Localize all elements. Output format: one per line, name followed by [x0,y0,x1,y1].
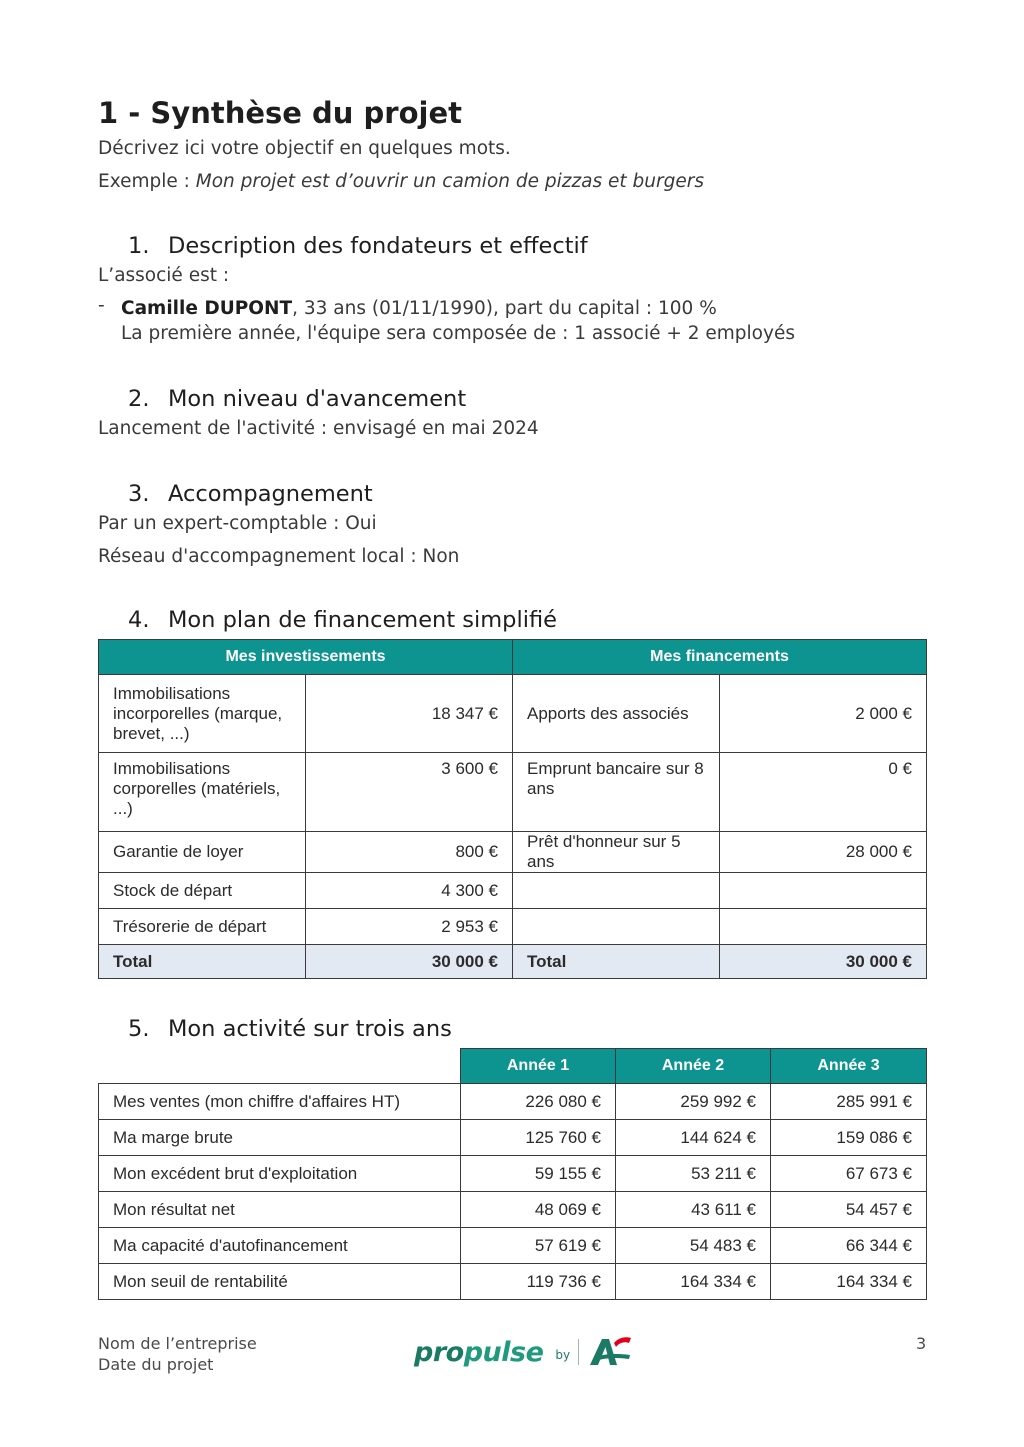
section-number: 3. [128,481,150,507]
investment-total-value: 30 000 € [306,945,513,979]
financing-label: Prêt d'honneur sur 5 ans [513,832,720,873]
financing-table [98,639,927,979]
table-row [99,832,927,873]
founders-intro: L’associé est : [98,265,230,286]
table-row [99,873,927,909]
metric-label: Mon seuil de rentabilité [99,1264,461,1300]
metric-value: 48 069 € [461,1192,616,1228]
financing-label: Emprunt bancaire sur 8 ans [513,753,720,832]
section-heading-2 [128,386,466,412]
investment-label: Stock de départ [99,873,306,909]
year-header: Année 1 [461,1049,616,1084]
empty-header-cell [99,1049,461,1084]
footer-info [98,1333,257,1375]
metric-value: 285 991 € [771,1084,927,1120]
section-heading-3 [128,481,373,507]
footer-company-name: Nom de l’entreprise [98,1334,257,1353]
metric-value: 67 673 € [771,1156,927,1192]
year-header: Année 3 [771,1049,927,1084]
metric-value: 57 619 € [461,1228,616,1264]
total-row [99,945,927,979]
financing-value [720,873,927,909]
table-row [99,1120,927,1156]
investment-total-label: Total [99,945,306,979]
investment-label: Immobilisations incorporelles (marque, brevet, ...) [99,675,306,753]
section-number: 2. [128,386,150,412]
financing-value: 2 000 € [720,675,927,753]
section-number: 1. [128,233,150,259]
section-title: Accompagnement [168,481,373,507]
investment-value: 18 347 € [306,675,513,753]
logo-wordmark [414,1337,543,1368]
support-accountant: Par un expert-comptable : Oui [98,513,377,534]
logo-by: by [555,1348,571,1362]
page-title: 1 - Synthèse du projet [98,96,463,130]
example-line [98,171,704,192]
table-row [99,909,927,945]
table-row [99,1084,927,1120]
financing-value: 28 000 € [720,832,927,873]
section-title: Mon activité sur trois ans [168,1016,452,1042]
metric-label: Ma marge brute [99,1120,461,1156]
founder-bullet: - [98,295,105,316]
metric-value: 164 334 € [616,1264,771,1300]
metric-value: 43 611 € [616,1192,771,1228]
section-heading-4 [128,607,557,633]
metric-value: 144 624 € [616,1120,771,1156]
section-number: 4. [128,607,150,633]
metric-label: Mon excédent brut d'exploitation [99,1156,461,1192]
activity-table [98,1048,927,1300]
metric-label: Ma capacité d'autofinancement [99,1228,461,1264]
table-row [99,675,927,753]
investment-value: 800 € [306,832,513,873]
metric-value: 159 086 € [771,1120,927,1156]
financing-total-value: 30 000 € [720,945,927,979]
launch-status: Lancement de l'activité : envisagé en mai 2024 [98,418,539,439]
metric-label: Mon résultat net [99,1192,461,1228]
founder-name: Camille DUPONT [121,298,293,319]
logo-divider [578,1339,579,1365]
investment-label: Trésorerie de départ [99,909,306,945]
metric-value: 59 155 € [461,1156,616,1192]
financing-label [513,909,720,945]
investment-value: 2 953 € [306,909,513,945]
year-header: Année 2 [616,1049,771,1084]
metric-label: Mes ventes (mon chiffre d'affaires HT) [99,1084,461,1120]
table-row [99,1192,927,1228]
table-row [99,1156,927,1192]
section-title: Mon plan de financement simplifié [168,607,557,633]
metric-value: 119 736 € [461,1264,616,1300]
metric-value: 54 457 € [771,1192,927,1228]
financing-value: 0 € [720,753,927,832]
metric-value: 259 992 € [616,1084,771,1120]
table-row [99,1264,927,1300]
investment-label: Immobilisations corporelles (matériels, ...) [99,753,306,832]
metric-value: 54 483 € [616,1228,771,1264]
founder-line [121,298,717,319]
financing-label [513,873,720,909]
table-row [99,1228,927,1264]
intro-text: Décrivez ici votre objectif en quelques mots. [98,138,511,159]
credit-agricole-logo-icon [587,1334,633,1370]
financing-label: Apports des associés [513,675,720,753]
investment-label: Garantie de loyer [99,832,306,873]
section-heading-1 [128,233,588,259]
section-title: Mon niveau d'avancement [168,386,467,412]
section-heading-5 [128,1016,452,1042]
metric-value: 226 080 € [461,1084,616,1120]
page-number: 3 [916,1334,927,1353]
table-row [99,753,927,832]
metric-value: 66 344 € [771,1228,927,1264]
propulse-logo [414,1332,633,1372]
founder-details: , 33 ans (01/11/1990), part du capital : 100 % [292,298,717,319]
metric-value: 164 334 € [771,1264,927,1300]
investments-header: Mes investissements [99,640,513,675]
financing-header: Mes financements [513,640,927,675]
logo-pro: pro [414,1336,464,1368]
example-label: Exemple : [98,171,196,192]
support-network: Réseau d'accompagnement local : Non [98,546,460,567]
footer-project-date: Date du projet [98,1355,214,1374]
section-number: 5. [128,1016,150,1042]
section-title: Description des fondateurs et effectif [168,233,588,259]
logo-pulse: pulse [463,1336,544,1368]
financing-total-label: Total [513,945,720,979]
investment-value: 4 300 € [306,873,513,909]
financing-value [720,909,927,945]
example-text: Mon projet est d’ouvrir un camion de pizzas et burgers [195,171,704,192]
investment-value: 3 600 € [306,753,513,832]
team-composition: La première année, l'équipe sera composée de : 1 associé + 2 employés [121,323,795,344]
metric-value: 125 760 € [461,1120,616,1156]
metric-value: 53 211 € [616,1156,771,1192]
